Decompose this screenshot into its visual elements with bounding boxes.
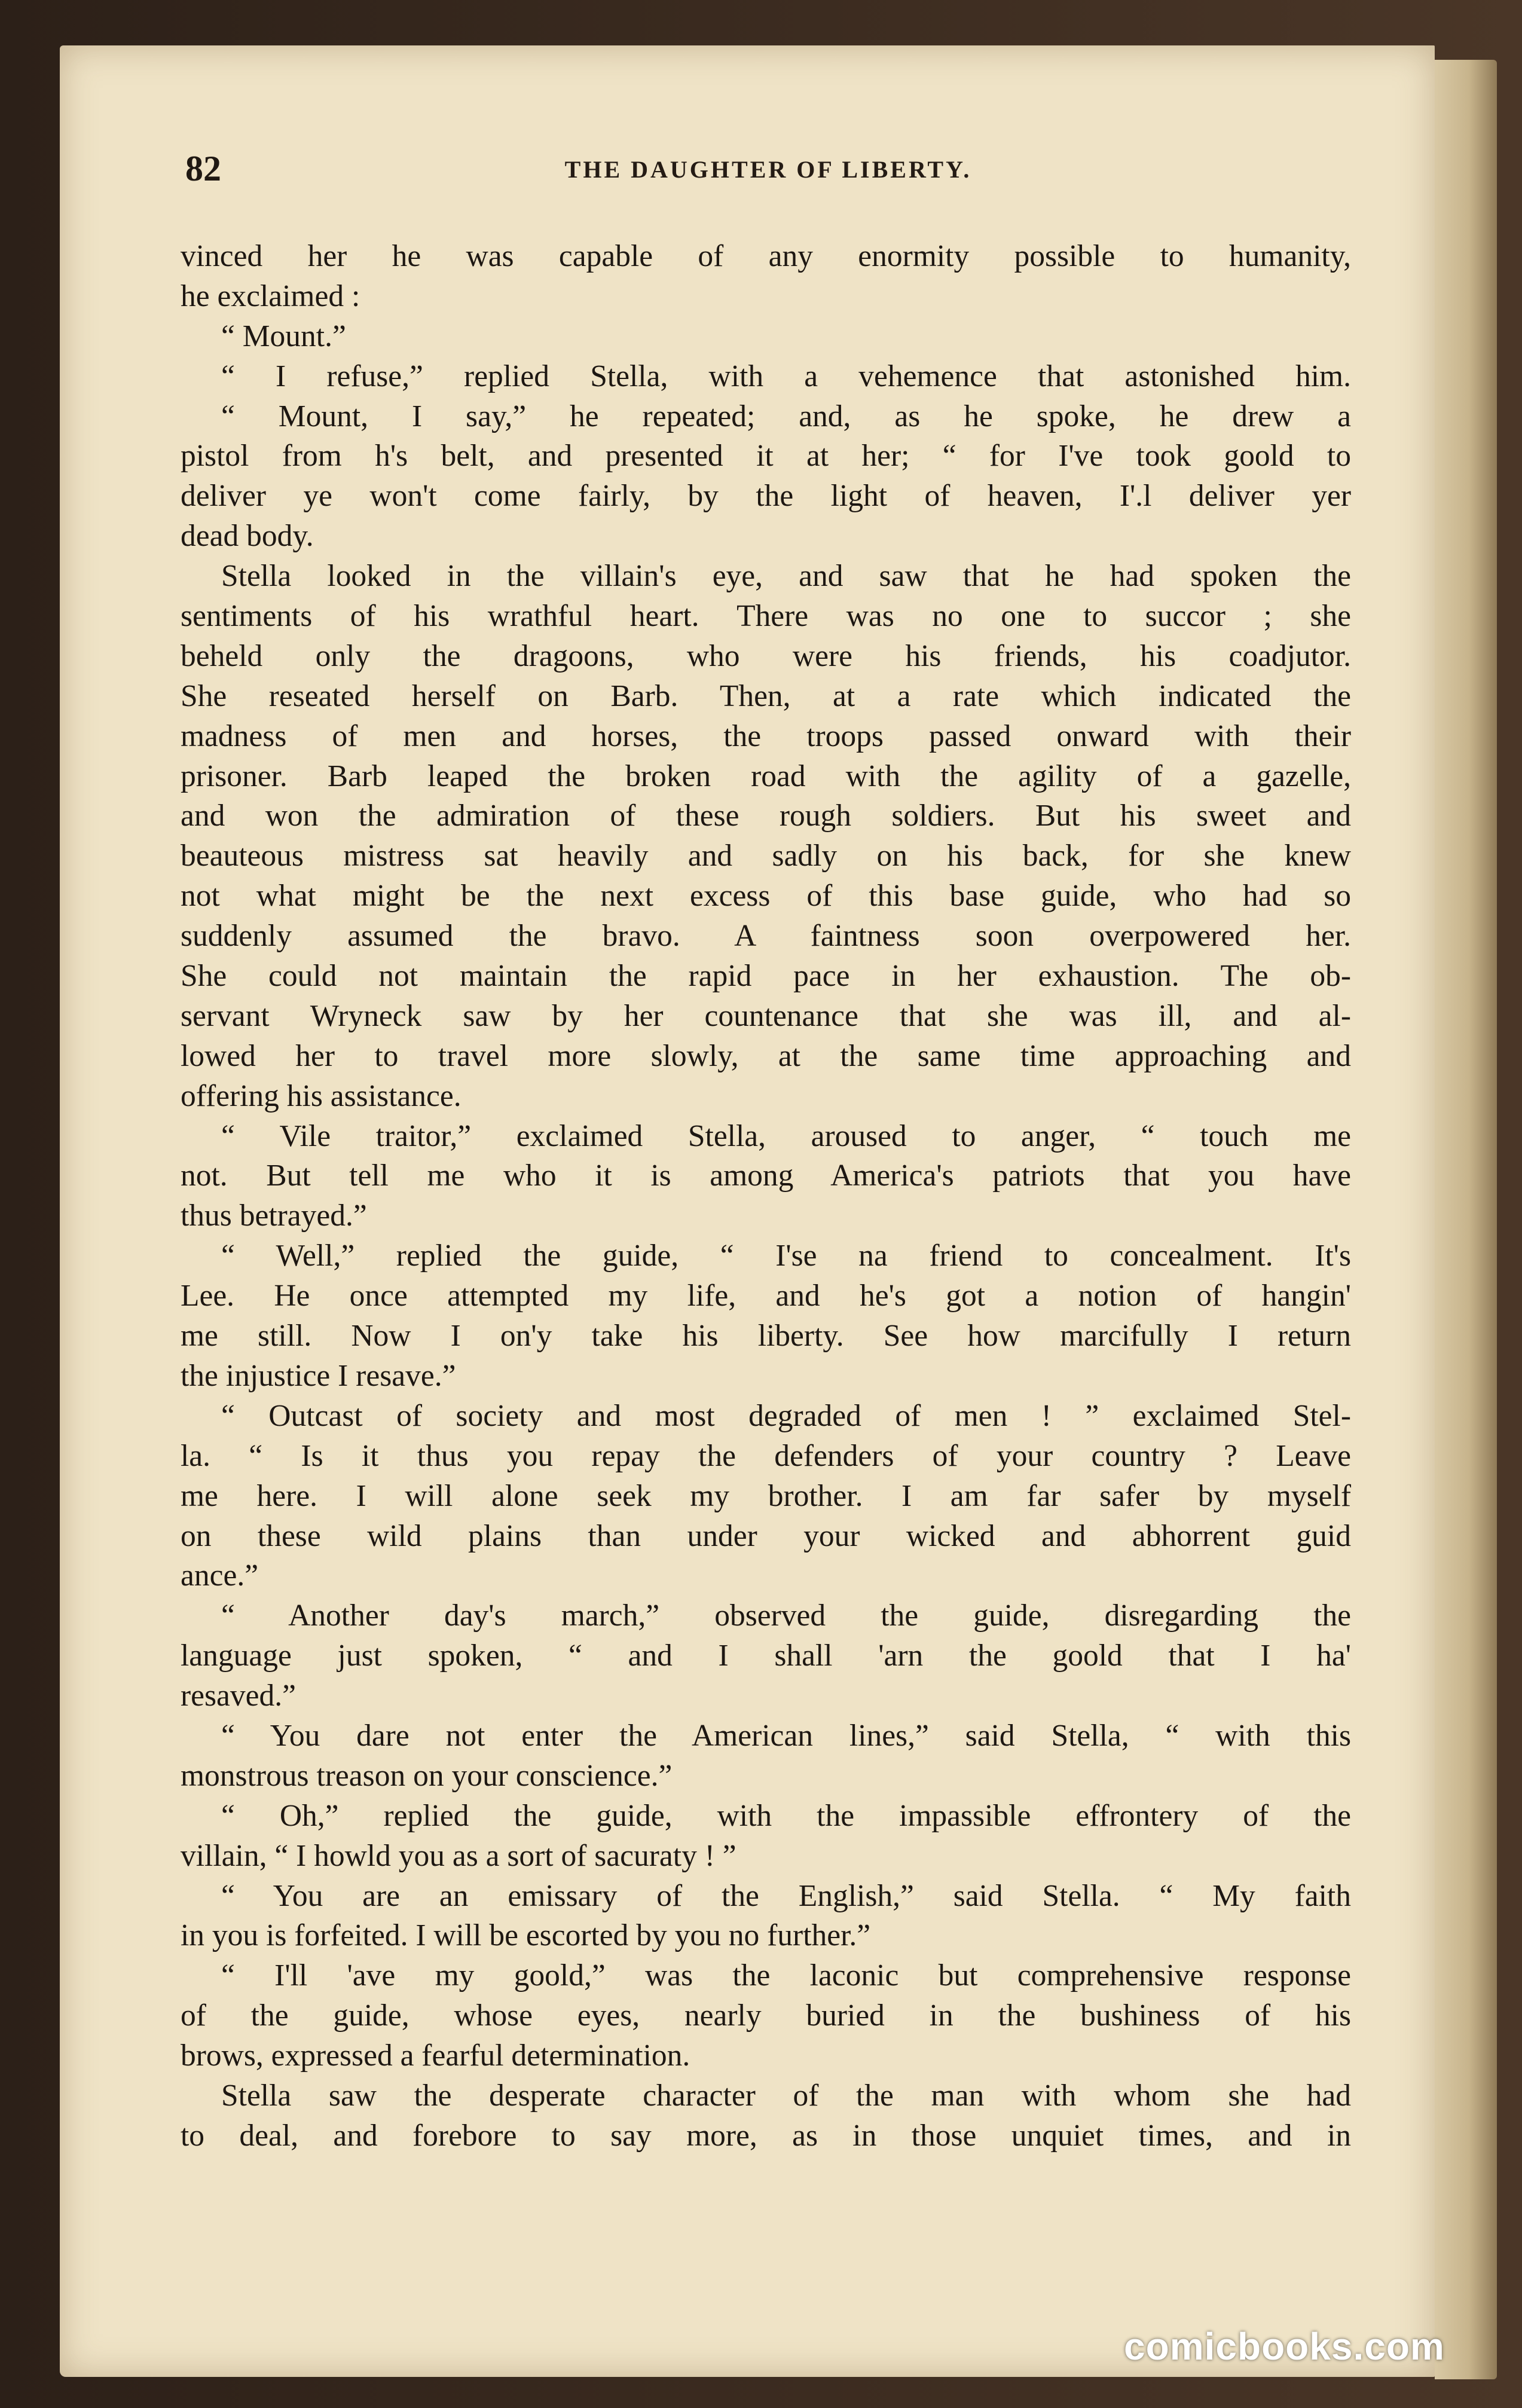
text-line: resaved.” bbox=[181, 1679, 296, 1713]
text-line: Stella saw the desperate character of the man with whom she had bbox=[221, 2078, 1351, 2113]
text-line: beheld only the dragoons, who were his friends, his coadjutor. bbox=[181, 638, 1351, 673]
text-line: me here. I will alone seek my brother. I am far safer by myself bbox=[181, 1478, 1351, 1513]
page-number: 82 bbox=[185, 149, 221, 188]
text-line: beauteous mistress sat heavily and sadly on his back, for she knew bbox=[181, 839, 1351, 873]
text-line: lowed her to travel more slowly, at the same time approaching and bbox=[181, 1038, 1351, 1073]
text-line: he exclaimed : bbox=[181, 279, 360, 313]
text-line: “ Well,” replied the guide, “ I'se na friend to concealment. It's bbox=[221, 1239, 1351, 1273]
text-line: Lee. He once attempted my life, and he's got a notion of hangin' bbox=[181, 1279, 1351, 1313]
text-line: thus betrayed.” bbox=[181, 1199, 367, 1233]
text-line: sentiments of his wrathful heart. There was no one to succor ; she bbox=[181, 599, 1351, 634]
text-line: madness of men and horses, the troops passed onward with their bbox=[181, 719, 1351, 753]
text-line: She reseated herself on Barb. Then, at a rate which indicated the bbox=[181, 679, 1351, 713]
text-line: “ Mount.” bbox=[221, 319, 346, 353]
body-text bbox=[181, 237, 1351, 2156]
text-line: “ Another day's march,” observed the guide, disregarding the bbox=[221, 1599, 1351, 1633]
text-line: villain, “ I howld you as a sort of sacuraty ! ” bbox=[181, 1838, 736, 1873]
text-line: to deal, and forebore to say more, as in those unquiet times, and in bbox=[181, 2118, 1351, 2153]
text-line: servant Wryneck saw by her countenance that she was ill, and al- bbox=[181, 998, 1351, 1033]
text-line: monstrous treason on your conscience.” bbox=[181, 1758, 673, 1793]
text-line: the injustice I resave.” bbox=[181, 1358, 456, 1393]
text-line: la. “ Is it thus you repay the defenders of your country ? Leave bbox=[181, 1438, 1351, 1473]
text-line: brows, expressed a fearful determination. bbox=[181, 2039, 690, 2073]
text-line: “ I'll 'ave my goold,” was the laconic but comprehensive response bbox=[221, 1958, 1351, 1993]
text-line: “ Outcast of society and most degraded of men ! ” exclaimed Stel- bbox=[221, 1398, 1351, 1433]
text-line: suddenly assumed the bravo. A faintness soon overpowered her. bbox=[181, 919, 1351, 954]
text-line: “ Oh,” replied the guide, with the impassible effrontery of the bbox=[221, 1798, 1351, 1833]
text-line: of the guide, whose eyes, nearly buried in the bushiness of his bbox=[181, 1998, 1351, 2033]
text-line: ance.” bbox=[181, 1559, 259, 1593]
text-line: “ You are an emissary of the English,” said Stella. “ My faith bbox=[221, 1878, 1351, 1913]
text-line: on these wild plains than under your wicked and abhorrent guid bbox=[181, 1518, 1351, 1553]
text-line: in you is forfeited. I will be escorted by you no further.” bbox=[181, 1918, 871, 1953]
text-line: offering his assistance. bbox=[181, 1078, 462, 1113]
text-line: “ You dare not enter the American lines,” said Stella, “ with this bbox=[221, 1718, 1351, 1753]
page-edge bbox=[1435, 60, 1497, 2379]
text-line: “ I refuse,” replied Stella, with a vehemence that astonished him. bbox=[221, 359, 1351, 393]
text-line: and won the admiration of these rough soldiers. But his sweet and bbox=[181, 799, 1351, 833]
text-line: prisoner. Barb leaped the broken road with the agility of a gazelle, bbox=[181, 759, 1351, 793]
text-line: not what might be the next excess of this base guide, who had so bbox=[181, 879, 1351, 913]
text-line: Stella looked in the villain's eye, and saw that he had spoken the bbox=[221, 559, 1351, 594]
text-line: not. But tell me who it is among America's patriots that you have bbox=[181, 1159, 1351, 1193]
running-title: THE DAUGHTER OF LIBERTY. bbox=[564, 156, 972, 183]
text-line: “ Vile traitor,” exclaimed Stella, aroused to anger, “ touch me bbox=[221, 1119, 1351, 1153]
text-line: dead body. bbox=[181, 519, 314, 554]
text-line: me still. Now I on'y take his liberty. See how marcifully I return bbox=[181, 1319, 1351, 1353]
text-line: She could not maintain the rapid pace in her exhaustion. The ob- bbox=[181, 959, 1351, 994]
text-line: language just spoken, “ and I shall 'arn the goold that I ha' bbox=[181, 1639, 1351, 1673]
text-line: deliver ye won't come fairly, by the light of heaven, I'.l deliver yer bbox=[181, 479, 1351, 514]
site-watermark: comicbooks.com bbox=[1124, 2325, 1445, 2368]
text-line: vinced her he was capable of any enormity possible to humanity, bbox=[181, 239, 1351, 273]
text-line: “ Mount, I say,” he repeated; and, as he spoke, he drew a bbox=[221, 399, 1351, 433]
page-header bbox=[185, 148, 1351, 196]
text-line: pistol from h's belt, and presented it at her; “ for I've took goold to bbox=[181, 439, 1351, 473]
